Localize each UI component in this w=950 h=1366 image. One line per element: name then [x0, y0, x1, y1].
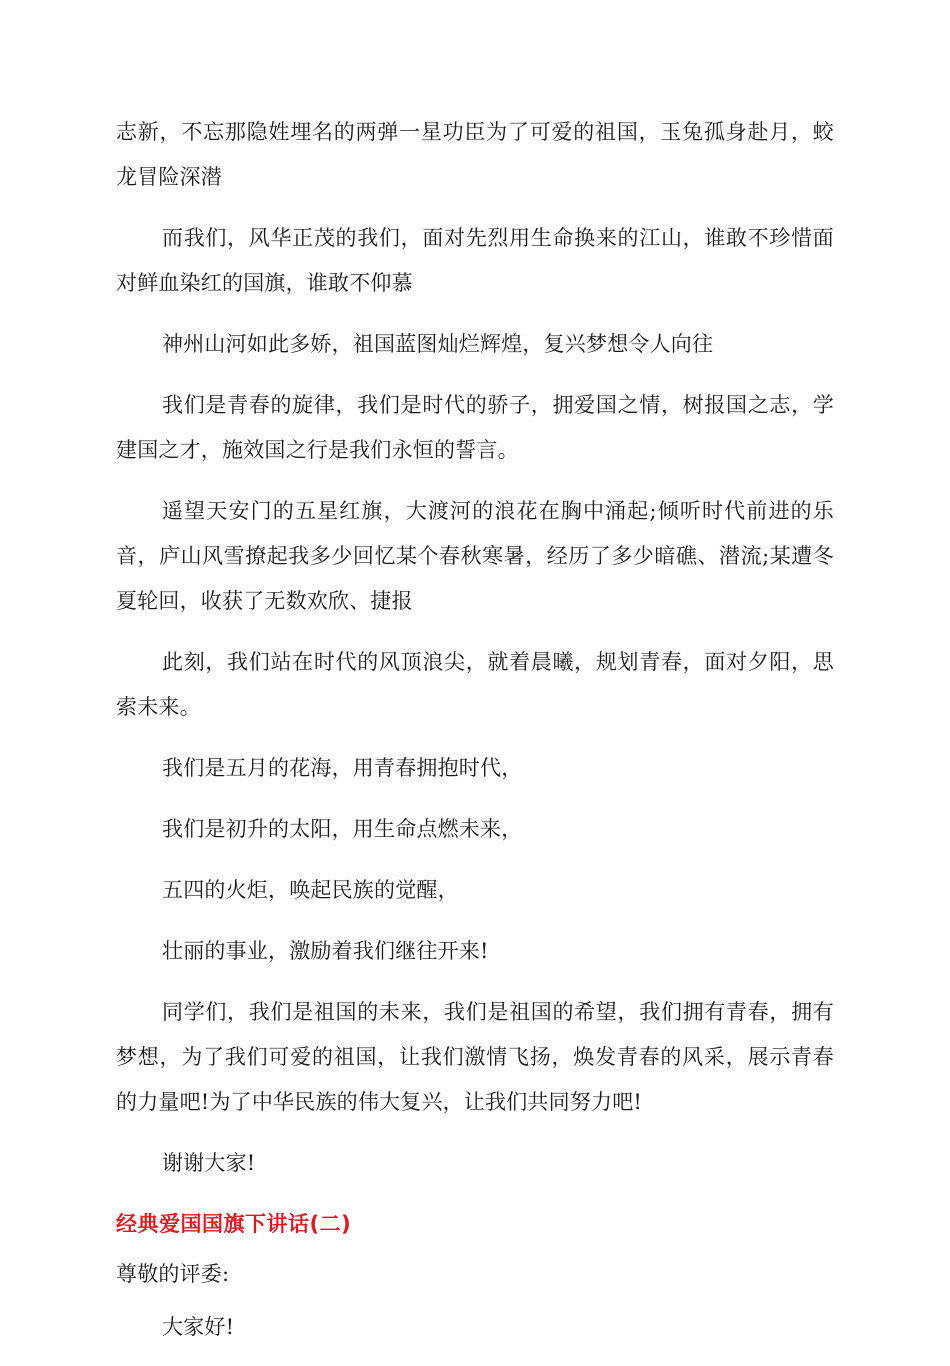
paragraph-7: 我们是五月的花海，用青春拥抱时代， [162, 756, 523, 780]
paragraph-10: 壮丽的事业，激励着我们继往开来! [162, 939, 489, 963]
greeting: 大家好! [162, 1315, 235, 1339]
paragraph-1: 志新，不忘那隐姓埋名的两弹一星功臣为了可爱的祖国，玉兔孤身赴月，蛟龙冒险深潜 [116, 120, 834, 189]
paragraph-6: 此刻，我们站在时代的风顶浪尖，就着晨曦，规划青春，面对夕阳，思索未来。 [116, 650, 834, 719]
salutation: 尊敬的评委: [116, 1262, 230, 1286]
paragraph-5: 遥望天安门的五星红旗，大渡河的浪花在胸中涌起;倾听时代前进的乐音，庐山风雪撩起我多少回忆某个春秋寒暑，经历了多少暗礁、潜流;某遭冬夏轮回，收获了无数欢欣、捷报 [116, 499, 834, 613]
paragraph-9: 五四的火炬，唤起民族的觉醒， [162, 878, 459, 902]
paragraph-2: 而我们，风华正茂的我们，面对先烈用生命换来的江山，谁敢不珍惜面对鲜血染红的国旗，谁敢不仰慕 [116, 226, 834, 295]
section-heading: 经典爱国国旗下讲话(二) [116, 1212, 352, 1236]
paragraph-3: 神州山河如此多娇，祖国蓝图灿烂辉煌，复兴梦想令人向往 [162, 332, 714, 356]
paragraph-4: 我们是青春的旋律，我们是时代的骄子，拥爱国之情，树报国之志，学建国之才，施效国之行是我们永恒的誓言。 [116, 393, 834, 462]
paragraph-12: 谢谢大家! [162, 1151, 256, 1175]
paragraph-11: 同学们，我们是祖国的未来，我们是祖国的希望，我们拥有青春，拥有梦想，为了我们可爱的祖国，让我们激情飞扬，焕发青春的风采，展示青春的力量吧!为了中华民族的伟大复兴，让我们共同努力吧! [116, 1000, 834, 1114]
document-body [116, 110, 834, 1366]
paragraph-8: 我们是初升的太阳，用生命点燃未来， [162, 817, 523, 841]
